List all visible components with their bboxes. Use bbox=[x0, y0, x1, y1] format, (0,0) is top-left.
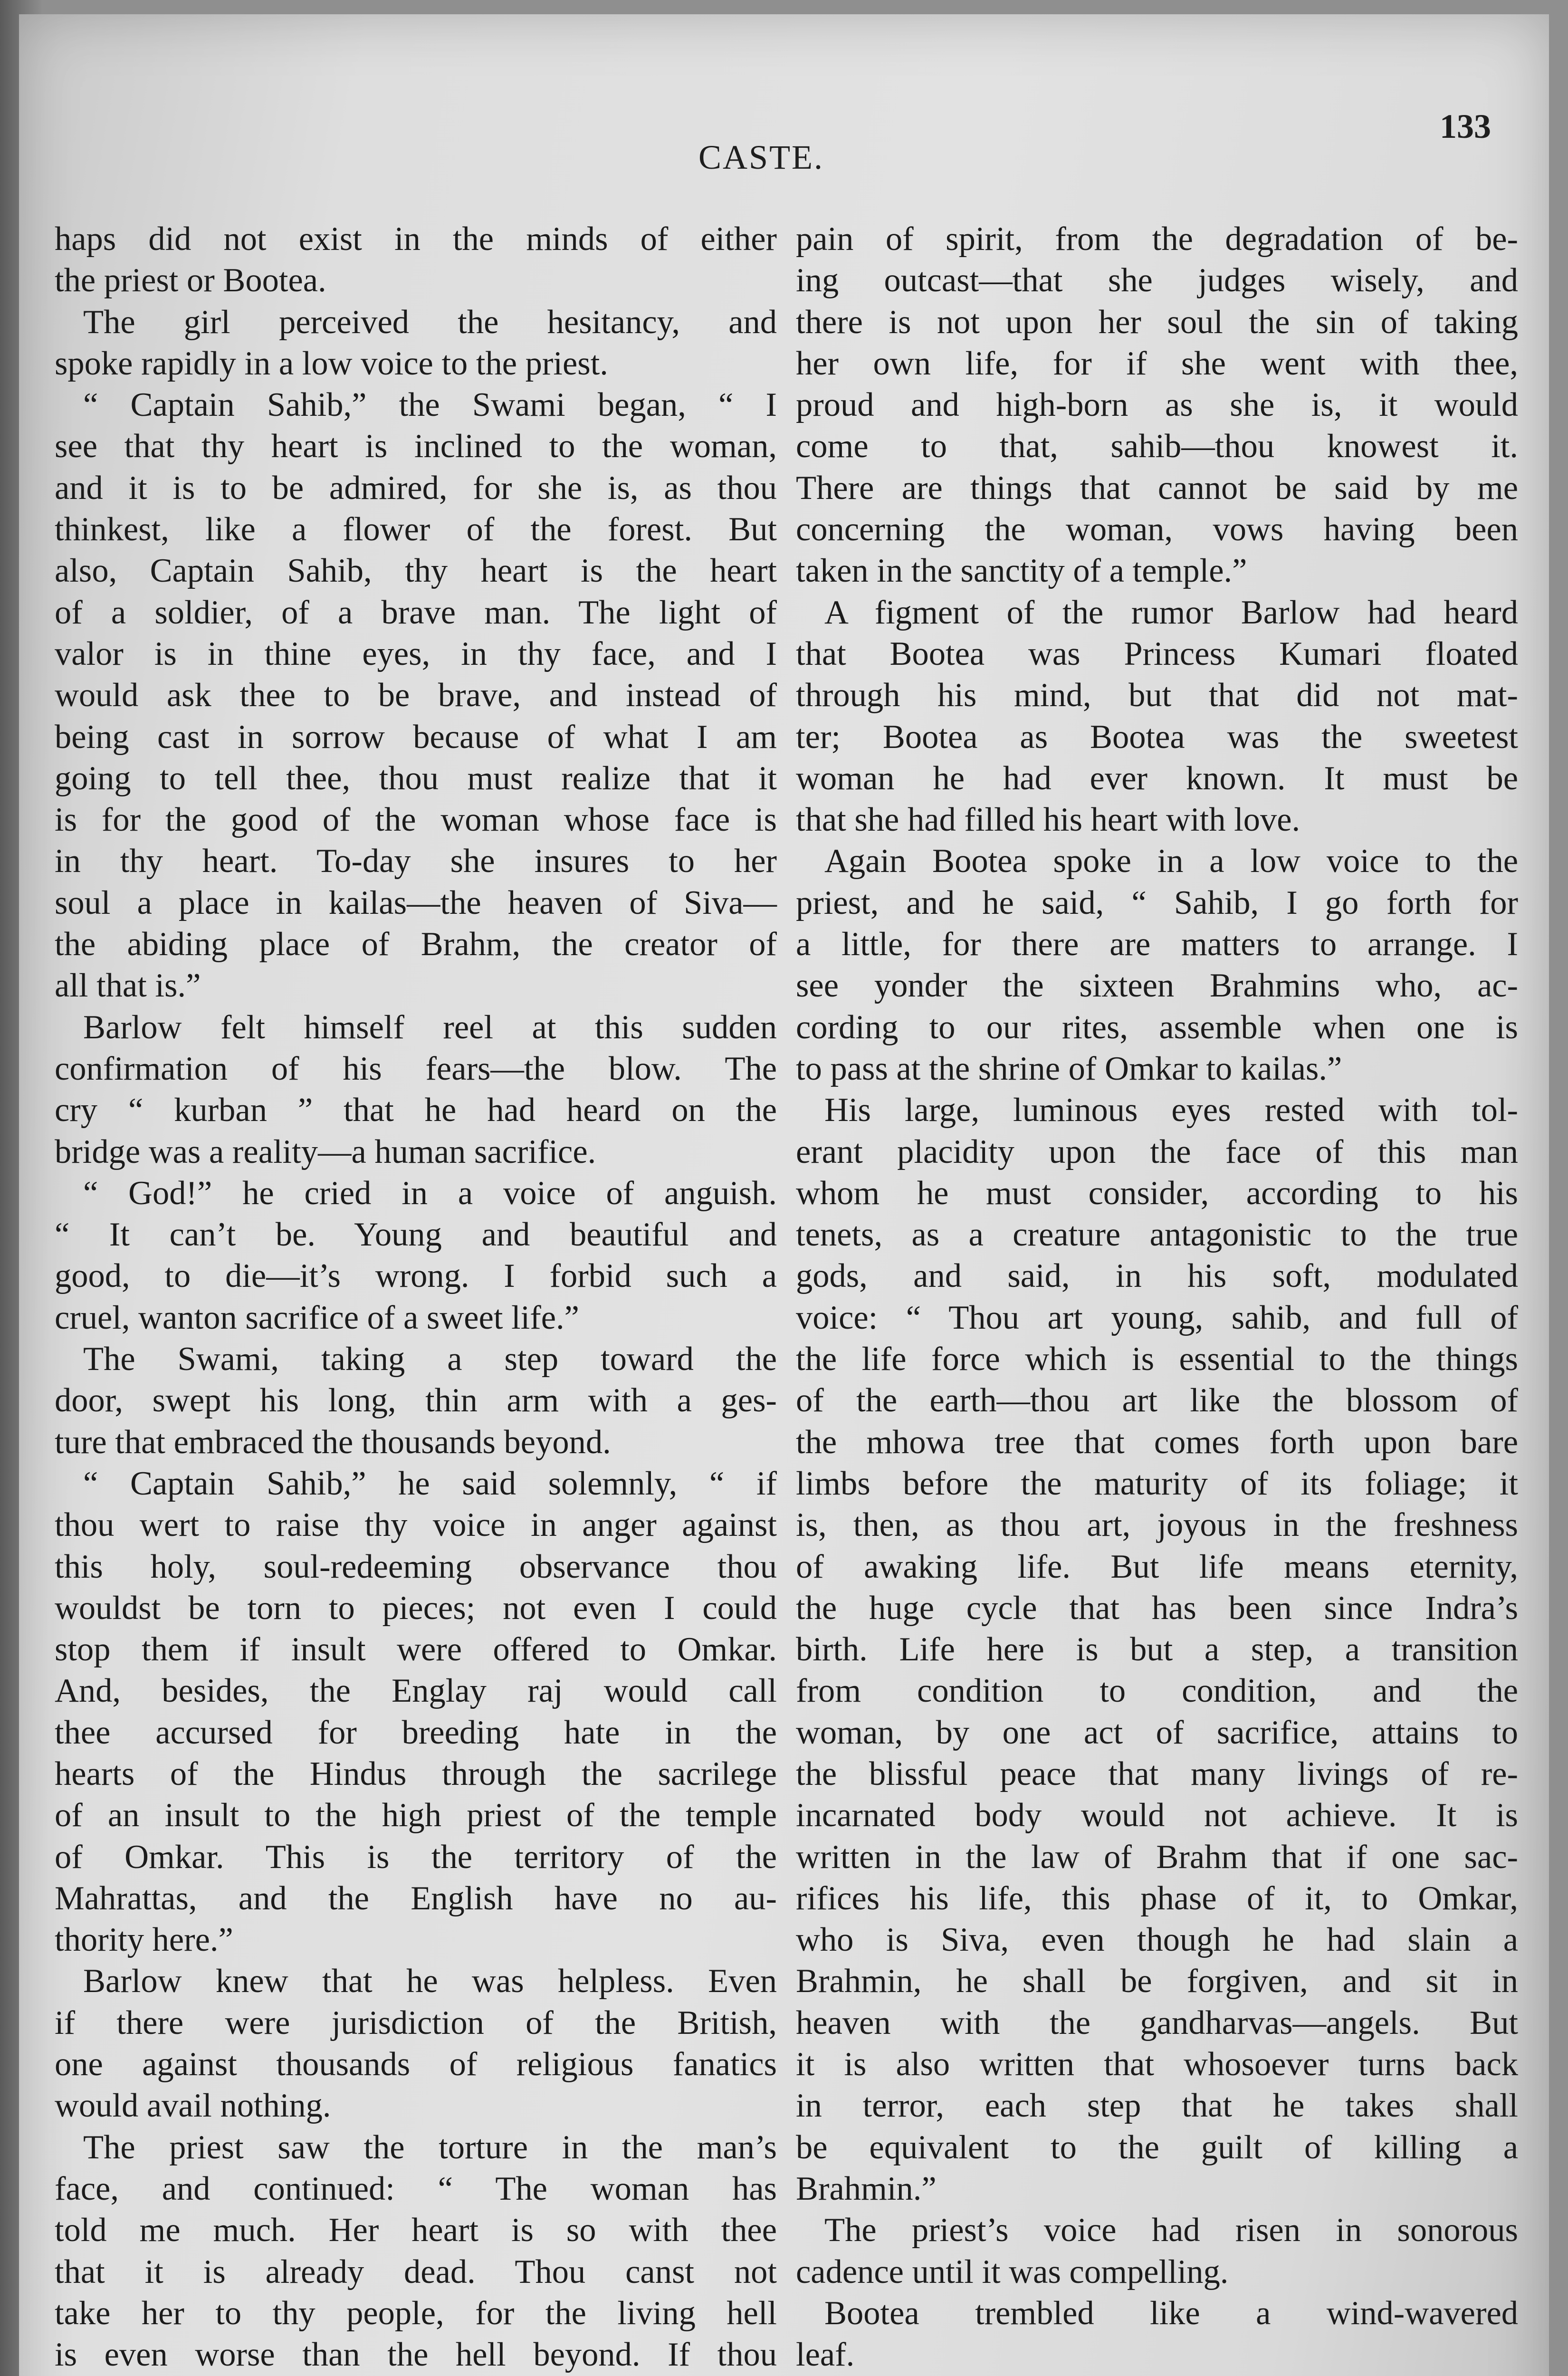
text-line: good, to die—it’s wrong. I forbid such a bbox=[55, 1257, 777, 1295]
page-number: 133 bbox=[1440, 107, 1491, 145]
paragraph bbox=[796, 219, 1518, 592]
right-text-column bbox=[796, 219, 1518, 2376]
text-line: And, besides, the Englay raj would call bbox=[55, 1672, 777, 1710]
text-line: if there were jurisdiction of the British, bbox=[55, 2004, 777, 2041]
text-line: thority here.” bbox=[55, 1921, 233, 1959]
text-line: the abiding place of Brahm, the creator of bbox=[55, 926, 777, 963]
text-line: going to tell thee, thou must realize that it bbox=[55, 759, 777, 797]
text-line: The Swami, taking a step toward the bbox=[83, 1341, 777, 1378]
text-line: Barlow felt himself reel at this sudden bbox=[83, 1008, 777, 1046]
text-line: “ Captain Sahib,” the Swami began, “ I bbox=[83, 386, 777, 424]
text-line: heaven with the gandharvas—angels. But bbox=[796, 2004, 1518, 2041]
text-line: is, then, as thou art, joyous in the freshness bbox=[796, 1506, 1518, 1544]
text-line: written in the law of Brahm that if one sac- bbox=[796, 1838, 1518, 1876]
text-line: “ Captain Sahib,” he said solemnly, “ if bbox=[83, 1465, 777, 1502]
text-line: voice: “ Thou art young, sahib, and full of bbox=[796, 1299, 1518, 1336]
text-line: His large, luminous eyes rested with tol- bbox=[824, 1092, 1518, 1129]
paragraph bbox=[55, 1339, 777, 1463]
text-line: woman he had ever known. It must be bbox=[796, 759, 1518, 797]
text-line: the life force which is essential to the things bbox=[796, 1341, 1518, 1378]
text-line: ture that embraced the thousands beyond. bbox=[55, 1423, 611, 1461]
text-line: would avail nothing. bbox=[55, 2087, 331, 2125]
text-line: this holy, soul-redeeming observance thou bbox=[55, 1548, 777, 1585]
text-line: rifices his life, this phase of it, to Omkar, bbox=[796, 1879, 1518, 1917]
text-line: wouldst be torn to pieces; not even I could bbox=[55, 1589, 777, 1627]
text-line: to pass at the shrine of Omkar to kailas.” bbox=[796, 1050, 1342, 1087]
text-line: and it is to be admired, for she is, as thou bbox=[55, 469, 777, 507]
paragraph bbox=[55, 1007, 777, 1173]
text-line: The girl perceived the hesitancy, and bbox=[83, 303, 777, 341]
text-line: pain of spirit, from the degradation of be- bbox=[796, 220, 1518, 258]
text-line: would ask thee to be brave, and instead of bbox=[55, 677, 777, 714]
text-line: concerning the woman, vows having been bbox=[796, 511, 1518, 548]
text-line: that it is already dead. Thou canst not bbox=[55, 2253, 777, 2290]
text-line: of a soldier, of a brave man. The light of bbox=[55, 594, 777, 631]
text-line: through his mind, but that did not mat- bbox=[796, 677, 1518, 714]
text-line: Mahrattas, and the English have no au- bbox=[55, 1879, 777, 1917]
text-line: taken in the sanctity of a temple.” bbox=[796, 552, 1247, 590]
text-line: face, and continued: “ The woman has bbox=[55, 2170, 777, 2207]
text-line: is even worse than the hell beyond. If thou bbox=[55, 2336, 777, 2374]
text-line: “ God!” he cried in a voice of anguish. bbox=[83, 1174, 777, 1212]
text-line: gods, and said, in his soft, modulated bbox=[796, 1257, 1518, 1295]
text-line: see yonder the sixteen Brahmins who, ac- bbox=[796, 967, 1518, 1005]
text-line: limbs before the maturity of its foliage; it bbox=[796, 1465, 1518, 1502]
text-line: there is not upon her soul the sin of taking bbox=[796, 303, 1518, 341]
text-line: being cast in sorrow because of what I am bbox=[55, 718, 777, 756]
paragraph bbox=[55, 1173, 777, 1339]
text-line: erant placidity upon the face of this man bbox=[796, 1133, 1518, 1170]
text-line: confirmation of his fears—the blow. The bbox=[55, 1050, 777, 1087]
paragraph bbox=[796, 2293, 1518, 2376]
text-line: A figment of the rumor Barlow had heard bbox=[824, 594, 1518, 631]
text-line: of an insult to the high priest of the temple bbox=[55, 1797, 777, 1834]
text-line: cadence until it was compelling. bbox=[796, 2253, 1229, 2290]
text-line: Brahmin, he shall be forgiven, and sit in bbox=[796, 1963, 1518, 2000]
paragraph bbox=[55, 302, 777, 385]
running-title: CASTE. bbox=[698, 138, 824, 176]
text-line: a little, for there are matters to arrange. I bbox=[796, 926, 1518, 963]
text-line: incarnated body would not achieve. It is bbox=[796, 1797, 1518, 1834]
text-line: cording to our rites, assemble when one is bbox=[796, 1008, 1518, 1046]
text-line: Again Bootea spoke in a low voice to the bbox=[824, 843, 1518, 880]
paragraph bbox=[55, 1463, 777, 1961]
text-line: the priest or Bootea. bbox=[55, 262, 326, 299]
text-line: Bootea trembled like a wind-wavered bbox=[824, 2294, 1518, 2332]
text-line: come to that, sahib—thou knowest it. bbox=[796, 428, 1518, 465]
text-line: cry “ kurban ” that he had heard on the bbox=[55, 1092, 777, 1129]
text-line: thee accursed for breeding hate in the bbox=[55, 1714, 777, 1751]
text-line: hearts of the Hindus through the sacrilege bbox=[55, 1755, 777, 1792]
text-line: of Omkar. This is the territory of the bbox=[55, 1838, 777, 1876]
text-line: is for the good of the woman whose face is bbox=[55, 801, 777, 839]
left-text-column bbox=[55, 219, 777, 2376]
text-line: see that thy heart is inclined to the woman, bbox=[55, 428, 777, 465]
text-line: all that is.” bbox=[55, 967, 201, 1005]
text-line: valor is in thine eyes, in thy face, and I bbox=[55, 635, 777, 672]
text-line: tenets, as a creature antagonistic to the true bbox=[796, 1216, 1518, 1254]
paragraph bbox=[796, 2210, 1518, 2293]
text-line: also, Captain Sahib, thy heart is the heart bbox=[55, 552, 777, 590]
text-line: leaf. bbox=[796, 2336, 855, 2374]
text-line: bridge was a reality—a human sacrifice. bbox=[55, 1133, 596, 1170]
text-line: haps did not exist in the minds of either bbox=[55, 220, 777, 258]
text-line: of the earth—thou art like the blossom of bbox=[796, 1382, 1518, 1419]
text-line: who is Siva, even though he had slain a bbox=[796, 1921, 1518, 1959]
text-line: that Bootea was Princess Kumari floated bbox=[796, 635, 1518, 672]
text-line: woman, by one act of sacrifice, attains to bbox=[796, 1714, 1518, 1751]
paragraph bbox=[55, 1961, 777, 2127]
paragraph bbox=[796, 1090, 1518, 2210]
paragraph bbox=[55, 384, 777, 1006]
text-line: thinkest, like a flower of the forest. But bbox=[55, 511, 777, 548]
text-line: priest, and he said, “ Sahib, I go forth for bbox=[796, 884, 1518, 921]
text-line: Barlow knew that he was helpless. Even bbox=[83, 1963, 777, 2000]
text-line: proud and high-born as she is, it would bbox=[796, 386, 1518, 424]
text-line: “ It can’t be. Young and beautiful and bbox=[55, 1216, 777, 1254]
text-line: whom he must consider, according to his bbox=[796, 1174, 1518, 1212]
text-line: the huge cycle that has been since Indra’s bbox=[796, 1589, 1518, 1627]
paragraph bbox=[796, 841, 1518, 1090]
text-line: one against thousands of religious fanatics bbox=[55, 2046, 777, 2083]
text-line: her own life, for if she went with thee, bbox=[796, 345, 1518, 382]
text-line: ing outcast—that she judges wisely, and bbox=[796, 262, 1518, 299]
text-line: stop them if insult were offered to Omkar. bbox=[55, 1631, 777, 1668]
text-line: spoke rapidly in a low voice to the priest. bbox=[55, 345, 608, 382]
text-line: There are things that cannot be said by me bbox=[796, 469, 1518, 507]
text-line: the mhowa tree that comes forth upon bare bbox=[796, 1423, 1518, 1461]
text-line: Brahmin.” bbox=[796, 2170, 937, 2207]
text-line: of awaking life. But life means eternity, bbox=[796, 1548, 1518, 1585]
text-line: soul a place in kailas—the heaven of Siva— bbox=[55, 884, 777, 921]
text-line: ter; Bootea as Bootea was the sweetest bbox=[796, 718, 1518, 756]
text-line: in thy heart. To-day she insures to her bbox=[55, 843, 777, 880]
text-line: in terror, each step that he takes shall bbox=[796, 2087, 1518, 2125]
text-line: take her to thy people, for the living hell bbox=[55, 2294, 777, 2332]
book-page bbox=[19, 14, 1549, 2376]
text-line: that she had filled his heart with love. bbox=[796, 801, 1300, 839]
text-line: be equivalent to the guilt of killing a bbox=[796, 2128, 1518, 2166]
paragraph bbox=[796, 592, 1518, 841]
text-line: the blissful peace that many livings of re- bbox=[796, 1755, 1518, 1792]
text-line: thou wert to raise thy voice in anger against bbox=[55, 1506, 777, 1544]
text-line: birth. Life here is but a step, a transition bbox=[796, 1631, 1518, 1668]
text-line: door, swept his long, thin arm with a ges- bbox=[55, 1382, 777, 1419]
paragraph bbox=[55, 219, 777, 302]
text-line: The priest saw the torture in the man’s bbox=[83, 2128, 777, 2166]
text-line: The priest’s voice had risen in sonorous bbox=[824, 2212, 1518, 2249]
text-line: cruel, wanton sacrifice of a sweet life.” bbox=[55, 1299, 579, 1336]
text-line: from condition to condition, and the bbox=[796, 1672, 1518, 1710]
paragraph bbox=[55, 2127, 777, 2376]
text-line: it is also written that whosoever turns back bbox=[796, 2046, 1518, 2083]
text-line: told me much. Her heart is so with thee bbox=[55, 2212, 777, 2249]
